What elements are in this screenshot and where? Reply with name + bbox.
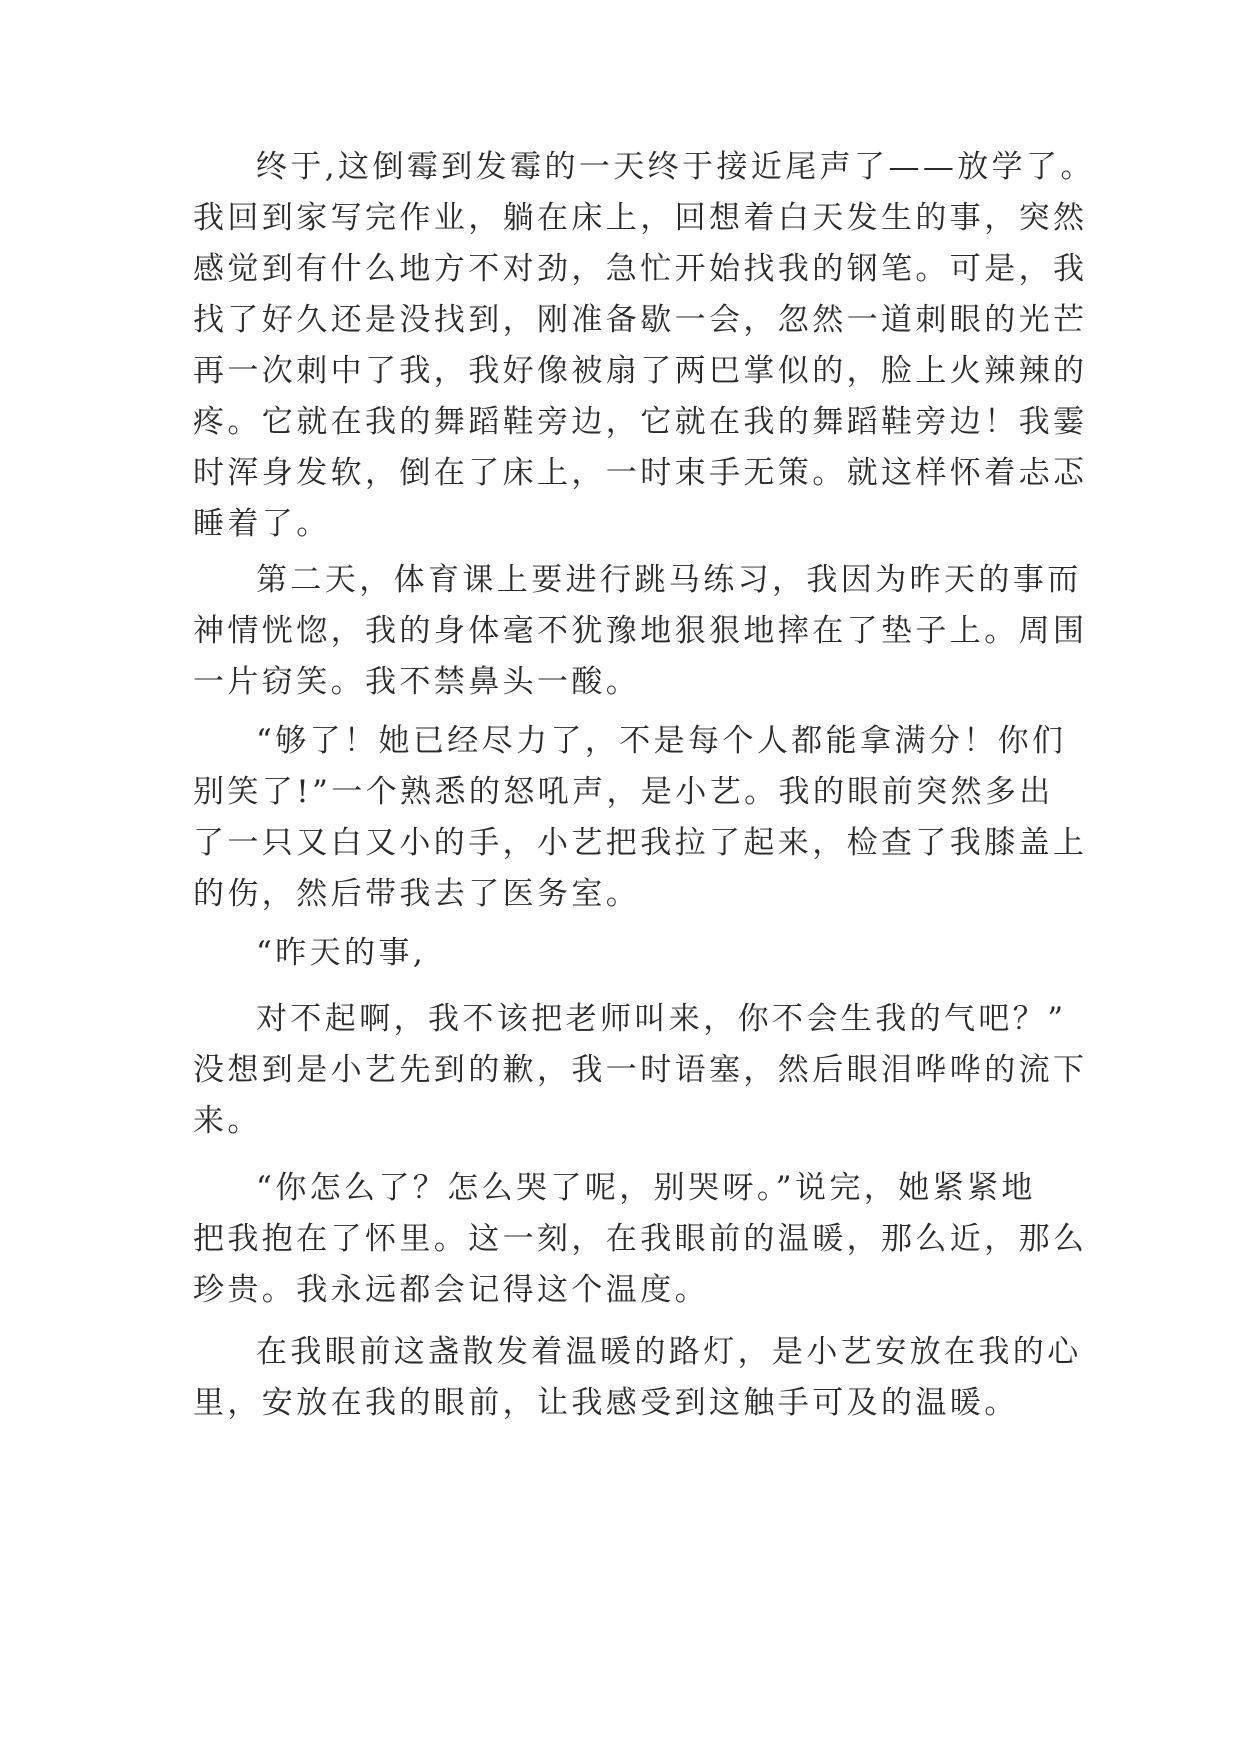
text-line: “昨天的事, — [256, 935, 427, 971]
text-line: 我回到家写完作业，躺在床上，回想着白天发生的事，突然 — [193, 200, 1088, 236]
text-line: 神情恍惚，我的身体毫不犹豫地狠狠地摔在了垫子上。周围 — [193, 613, 1088, 649]
text-line: 来。 — [193, 1103, 262, 1139]
text-line: 疼。它就在我的舞蹈鞋旁边，它就在我的舞蹈鞋旁边！我霎 — [193, 404, 1088, 440]
text-line: 找了好久还是没找到，刚准备歇一会，忽然一道刺眼的光芒 — [193, 302, 1088, 338]
text-line: 里，安放在我的眼前，让我感受到这触手可及的温暖。 — [193, 1385, 1019, 1421]
text-line: 珍贵。我永远都会记得这个温度。 — [193, 1272, 709, 1308]
text-line: 别笑了!”一个熟悉的怒吼声，是小艺。我的眼前突然多出 — [193, 774, 1054, 810]
text-line: 睡着了。 — [193, 506, 331, 542]
text-line: 对不起啊，我不该把老师叫来，你不会生我的气吧？” — [256, 1001, 1067, 1037]
text-line: 一片窃笑。我不禁鼻头一酸。 — [193, 664, 641, 700]
text-line: 没想到是小艺先到的歉，我一时语塞，然后眼泪哗哗的流下 — [193, 1052, 1088, 1088]
text-line: 终于,这倒霉到发霉的一天终于接近尾声了——放学了。 — [256, 149, 1095, 185]
text-line: 时浑身发软，倒在了床上，一时束手无策。就这样怀着忐忑 — [193, 455, 1088, 491]
text-line: “你怎么了？怎么哭了呢，别哭呀。”说完，她紧紧地 — [256, 1170, 1036, 1206]
text-line: 再一次刺中了我，我好像被扇了两巴掌似的，脸上火辣辣的 — [193, 353, 1088, 389]
text-line: 的伤，然后带我去了医务室。 — [193, 876, 641, 912]
text-line: 了一只又白又小的手，小艺把我拉了起来，检查了我膝盖上 — [193, 825, 1088, 861]
text-line: 感觉到有什么地方不对劲，急忙开始找我的钢笔。可是，我 — [193, 251, 1088, 287]
text-line: 第二天，体育课上要进行跳马练习，我因为昨天的事而 — [256, 562, 1082, 598]
text-line: 在我眼前这盏散发着温暖的路灯，是小艺安放在我的心 — [256, 1334, 1082, 1370]
text-line: “够了！她已经尽力了，不是每个人都能拿满分！你们 — [256, 723, 1067, 759]
text-line: 把我抱在了怀里。这一刻，在我眼前的温暖，那么近，那么 — [193, 1221, 1088, 1257]
